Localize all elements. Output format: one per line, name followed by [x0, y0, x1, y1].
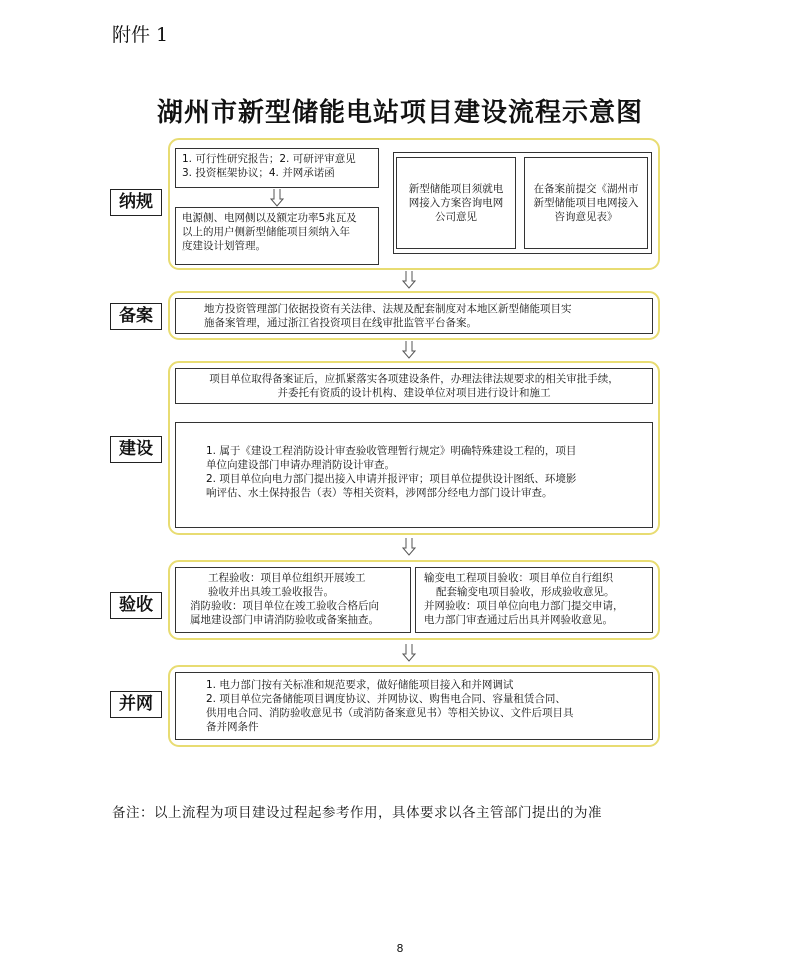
- yanshou-grid-acceptance-box: [415, 567, 653, 633]
- attachment-label: 附件 1: [112, 24, 169, 46]
- page-number: 8: [396, 942, 404, 955]
- text-line: 咨询意见表》: [554, 211, 618, 223]
- down-arrow-icon: [402, 271, 416, 289]
- text-line: 并委托有资质的设计机构、建设单位对项目进行设计和施工: [277, 387, 551, 399]
- text-line: 1. 属于《建设工程消防设计审查验收管理暂行规定》明确特殊建设工程的，项目: [206, 445, 577, 457]
- stage-label-bingwang: 并网: [110, 691, 162, 718]
- nagui-documents-box: [175, 148, 379, 188]
- text-line: 新型储能项目电网接入: [533, 197, 639, 209]
- text-line: 地方投资管理部门依据投资有关法律、法规及配套制度对本地区新型储能项目实: [204, 303, 572, 315]
- text-line: 3. 投资框架协议；4. 并网承诺函: [182, 167, 335, 179]
- text-line: 度建设计划管理。: [182, 240, 266, 252]
- text-line: 响评估、水土保持报告（表）等相关资料，涉网部分经电力部门设计审查。: [206, 487, 553, 499]
- stage-label-yanshou: 验收: [110, 592, 162, 619]
- text-line: 在备案前提交《湖州市: [533, 183, 639, 195]
- text-line: 项目单位取得备案证后，应抓紧落实各项建设条件，办理法律法规要求的相关审批手续，: [209, 373, 619, 385]
- beian-filing-box: [175, 298, 653, 334]
- down-arrow-icon: [402, 644, 416, 662]
- text-line: 验收并出具竣工验收报告。: [208, 586, 334, 598]
- text-line: 2. 项目单位完备储能项目调度协议、并网协议、购售电合同、容量租赁合同、: [206, 693, 566, 705]
- text-line: 工程验收：项目单位组织开展竣工: [208, 572, 366, 584]
- text-line: 以上的用户侧新型储能项目须纳入年: [182, 226, 350, 238]
- text-line: 属地建设部门申请消防验收或备案抽查。: [190, 614, 379, 626]
- text-line: 配套输变电项目验收，形成验收意见。: [436, 586, 615, 598]
- text-line: 消防验收：项目单位在竣工验收合格后向: [190, 600, 379, 612]
- text-line: 单位向建设部门申请办理消防设计审查。: [206, 459, 395, 471]
- stage-label-jianshe: 建设: [110, 436, 162, 463]
- text-line: 1. 电力部门按有关标准和规范要求，做好储能项目接入和并网调试: [206, 679, 514, 691]
- text-line: 电源侧、电网侧以及额定功率5兆瓦及: [182, 212, 357, 224]
- text-line: 网接入方案咨询电网: [408, 197, 504, 209]
- text-line: 公司意见: [435, 211, 477, 223]
- text-line: 施备案管理，通过浙江省投资项目在线审批监管平台备案。: [204, 317, 477, 329]
- text-line: 供用电合同、消防验收意见书（或消防备案意见书）等相关协议、文件后项目具: [206, 707, 574, 719]
- text-line: 1. 可行性研究报告；2. 可研评审意见: [182, 153, 356, 165]
- page-title: 湖州市新型储能电站项目建设流程示意图: [156, 98, 643, 128]
- nagui-planning-box: [175, 207, 379, 265]
- text-line: 2. 项目单位向电力部门提出接入申请并报评审；项目单位提供设计图纸、环境影: [206, 473, 577, 485]
- footnote: 备注：以上流程为项目建设过程起参考作用，具体要求以各主管部门提出的为准: [112, 805, 602, 821]
- text-line: 输变电工程项目验收：项目单位自行组织: [424, 572, 613, 584]
- jianshe-preparation-box: [175, 368, 653, 404]
- yanshou-construction-fire-box: [175, 567, 411, 633]
- stage-label-beian: 备案: [110, 303, 162, 330]
- nagui-grid-opinion-box: [396, 157, 516, 249]
- down-arrow-icon: [402, 341, 416, 359]
- stage-label-nagui: 纳规: [110, 189, 162, 216]
- text-line: 备并网条件: [206, 721, 259, 733]
- text-line: 电力部门审查通过后出具并网验收意见。: [424, 614, 613, 626]
- bingwang-grid-connection-box: [175, 672, 653, 740]
- down-arrow-icon: [402, 538, 416, 556]
- nagui-consult-form-box: [524, 157, 648, 249]
- text-line: 并网验收：项目单位向电力部门提交申请，: [424, 600, 624, 612]
- jianshe-review-box: [175, 422, 653, 528]
- down-arrow-icon: [270, 189, 284, 207]
- text-line: 新型储能项目须就电: [408, 183, 504, 195]
